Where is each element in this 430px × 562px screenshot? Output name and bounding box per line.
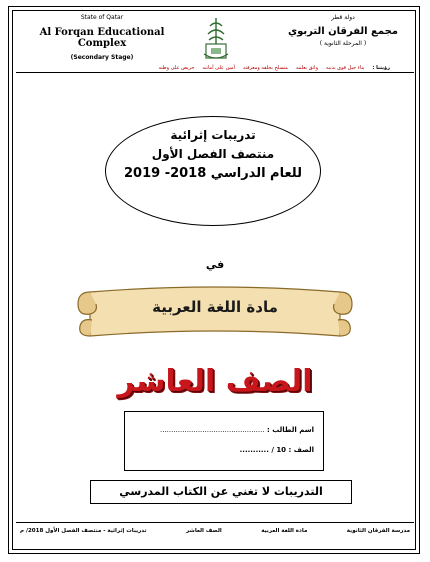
student-name-field[interactable]: ...............................................: [160, 426, 265, 434]
state-ar: دولة قطر: [331, 14, 355, 21]
in-word: في: [205, 258, 225, 271]
stage-en: (Secondary Stage): [70, 54, 134, 61]
footer-doc: تدريبات إثرائية - منتصف الفصل الأول 2018/ م: [20, 528, 147, 534]
grade-title: الصف العاشر: [117, 364, 313, 399]
student-class-row: [132, 446, 314, 454]
footer: [20, 528, 410, 534]
vision-item: أمين على أمانته: [202, 65, 235, 71]
student-name-label: اسم الطالب :: [267, 426, 314, 434]
header-english: [32, 14, 172, 61]
header-arabic: [278, 14, 408, 47]
student-class-label: الصف :: [288, 446, 314, 454]
title-line1: تدريبات إثرائية: [170, 128, 256, 142]
vision-item: واثق بعلمه: [296, 65, 318, 71]
school-logo-icon: [200, 14, 232, 66]
school-name-ar: مجمع الفرقان التربوي: [287, 26, 398, 37]
header-divider: [16, 72, 414, 73]
vision-item: متسلح بخلقه ومعرفته: [242, 65, 288, 71]
vision-item: بناء جيل قوي بدينه: [326, 65, 365, 71]
vision-item: حريص على وطنه: [158, 65, 195, 71]
footer-subject: مادة اللغة العربية: [261, 528, 308, 534]
vision-label: رؤيتنا :: [372, 65, 390, 71]
textbook-note: التدريبات لا تغني عن الكتاب المدرسي: [119, 485, 323, 498]
student-info-box: [124, 411, 324, 471]
title-line2: منتصف الفصل الأول: [151, 147, 275, 161]
footer-divider: [16, 522, 414, 523]
vision-statement: [30, 65, 390, 71]
footer-school: مدرسة الفرقان الثانوية: [346, 528, 410, 534]
subject-title: مادة اللغة العربية: [152, 298, 278, 316]
title-text: [105, 128, 321, 181]
student-name-row: [132, 426, 314, 434]
stage-ar: ( المرحلة الثانوية ): [319, 40, 367, 47]
footer-grade: الصف العاشر: [185, 528, 222, 534]
student-class-field[interactable]: 10 / ...........: [239, 446, 287, 454]
state-en: State of Qatar: [80, 14, 124, 21]
title-line3: للعام الدراسي 2018- 2019: [123, 166, 302, 181]
school-name-en: Al Forqan Educational Complex: [39, 27, 165, 49]
